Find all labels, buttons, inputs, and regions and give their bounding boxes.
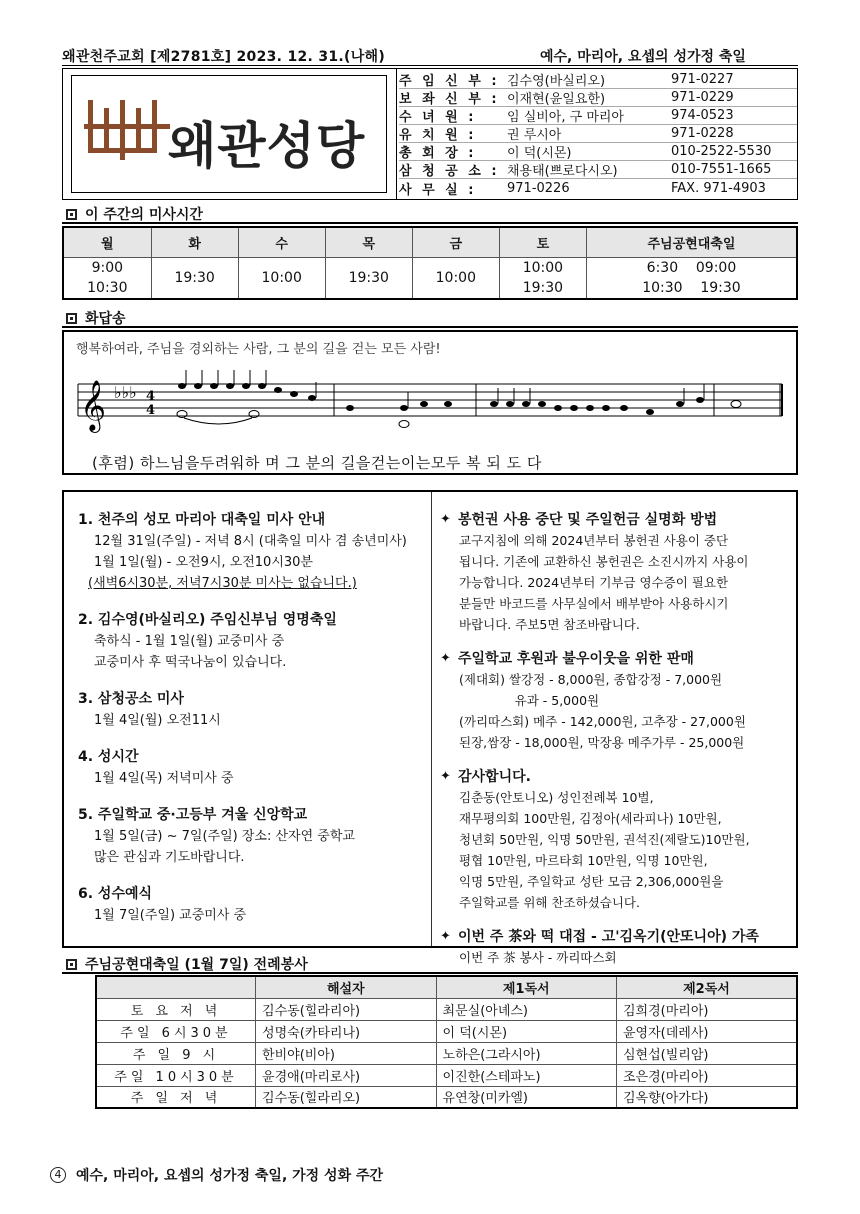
mass-time-cell	[412, 257, 499, 299]
star-bullet-icon: ✦	[440, 651, 451, 666]
psalm-response-text: 행복하여라, 주님을 경외하는 사람, 그 분의 길을 걷는 모든 사람!	[76, 342, 441, 357]
star-bullet-icon: ✦	[440, 929, 451, 944]
staff-row	[399, 107, 797, 125]
mass-time-cell	[325, 257, 412, 299]
notice-line: 교중미사 후 떡국나눔이 있습니다.	[94, 655, 287, 670]
notice-line: 1월 4일(월) 오전11시	[94, 713, 221, 728]
mass-schedule-table	[62, 226, 798, 300]
notice-item	[440, 649, 792, 753]
notice-item	[78, 884, 422, 926]
mass-times-row	[63, 257, 797, 299]
notice-line: 교구지침에 의해 2024년부터 봉헌권 사용이 중단	[459, 533, 729, 548]
notice-line: 많은 관심과 기도바랍니다.	[94, 850, 245, 865]
square-bullet-icon	[66, 959, 77, 970]
notice-item	[78, 805, 422, 868]
svg-text:4: 4	[146, 403, 156, 418]
notice-item	[78, 510, 422, 594]
mass-day-header: 화	[151, 227, 238, 257]
mass-days-row	[63, 227, 797, 257]
staff-row	[399, 71, 797, 89]
service-mass-label: 주 일 9 시	[96, 1042, 256, 1064]
notice-heading: 6. 성수예식	[78, 886, 153, 902]
logo-text: 왜관성당	[168, 117, 366, 175]
notice-line: 1월 5일(금) ~ 7일(주일) 장소: 산자연 중학교	[94, 829, 355, 844]
mass-time: 19:30	[348, 269, 389, 286]
mass-time: 10:30	[87, 279, 128, 296]
notice-line: 바랍니다. 주보5면 참조바랍니다.	[459, 617, 640, 632]
service-mass-label: 주일 10시30분	[96, 1064, 256, 1086]
feast-title: 예수, 마리아, 요셉의 성가정 축일	[540, 49, 746, 65]
mass-time-cell	[586, 257, 797, 299]
staff-name: 채용태(쁘로다시오)	[507, 164, 618, 179]
service-person: 한비야(비아)	[256, 1042, 436, 1064]
service-person: 이 덕(시몬)	[436, 1020, 616, 1042]
notice-line: 김춘동(안토니오) 성인전례복 10벌,	[459, 790, 654, 805]
notice-line: 이번 주 茶 봉사 - 까리따스회	[459, 950, 617, 965]
notice-line: 가능합니다. 2024년부터 기부금 영수증이 필요한	[459, 575, 729, 590]
service-section-title	[66, 954, 308, 974]
notice-line: 평협 10만원, 마르타회 10만원, 익명 10만원,	[459, 853, 708, 868]
page-number: 4	[50, 1167, 66, 1183]
notice-line: 유과 - 5,000원	[459, 693, 600, 708]
divider	[62, 222, 798, 224]
mass-time: 9:00	[91, 259, 124, 276]
notice-heading	[440, 510, 792, 530]
staff-phone: 010-2522-5530	[671, 144, 772, 159]
notice-heading: 1. 천주의 성모 마리아 대축일 미사 안내	[78, 512, 326, 528]
mass-day-header: 목	[325, 227, 412, 257]
mass-time-cell	[151, 257, 238, 299]
staff-phone: 974-0523	[671, 108, 734, 123]
mass-time: 10:00	[435, 269, 476, 286]
star-bullet-icon: ✦	[440, 512, 451, 527]
notice-note: (새벽6시30분, 저녁7시30분 미사는 없습니다.)	[88, 576, 357, 591]
service-column-header	[96, 976, 256, 998]
service-person: 김옥향(아가다)	[616, 1086, 797, 1108]
mass-day-header: 주님공현대축일	[586, 227, 797, 257]
staff-name: 권 루시아	[507, 128, 562, 143]
notice-line: (까리따스회) 메주 - 142,000원, 고추장 - 27,000원	[459, 714, 746, 729]
staff-phone: 971-0228	[671, 126, 734, 141]
mass-time: 10:00	[522, 259, 564, 276]
notice-line: 청년회 50만원, 익명 50만원, 권석진(제랄도)10만원,	[459, 832, 750, 847]
service-mass-label: 토 요 저 녁	[96, 998, 256, 1020]
staff-list	[399, 71, 797, 197]
bulletin-issue: 왜관천주교회 [제2781호] 2023. 12. 31.(나해)	[62, 49, 386, 65]
church-logo-icon	[84, 100, 170, 164]
service-person: 이진한(스테파노)	[436, 1064, 616, 1086]
service-column-header: 해설자	[256, 976, 436, 998]
logo-area	[63, 69, 397, 199]
service-row	[96, 1020, 797, 1042]
service-row	[96, 998, 797, 1020]
mass-section-title	[66, 204, 203, 224]
notices-left-column	[78, 510, 422, 942]
psalm-section-label: 화답송	[85, 311, 126, 327]
staff-name: 이 덕(시몬)	[507, 146, 572, 161]
mass-time: 10:30 19:30	[642, 279, 741, 296]
notice-heading: 5. 주일학교 중·고등부 겨울 신앙학교	[78, 807, 308, 823]
notice-line: 12월 31일(주일) - 저녁 8시 (대축일 미사 겸 송년미사)	[94, 534, 407, 549]
mass-section-label: 이 주간의 미사시간	[85, 207, 203, 223]
mass-time-cell	[63, 257, 151, 299]
service-column-header: 제1독서	[436, 976, 616, 998]
logo-frame	[71, 75, 387, 193]
divider	[62, 326, 798, 328]
service-rows	[96, 998, 797, 1108]
notice-item	[440, 767, 792, 913]
staff-phone: 010-7551-1665	[671, 162, 772, 177]
parish-info-box	[62, 68, 798, 200]
staff-row	[399, 179, 797, 197]
notices-right-column	[440, 510, 792, 982]
staff-row	[399, 161, 797, 179]
staff-role: 사 무 실 :	[399, 182, 477, 198]
divider	[62, 972, 798, 974]
notice-heading: 4. 성시간	[78, 749, 139, 765]
notice-heading-text: 이번 주 茶와 떡 대접 - 고'김옥기(안또니아) 가족	[458, 929, 759, 945]
mass-day-header: 금	[412, 227, 499, 257]
notice-line: 됩니다. 기존에 교환하신 봉헌권은 소진시까지 사용이	[459, 554, 749, 569]
notice-heading: 3. 삼청공소 미사	[78, 691, 184, 707]
mass-time: 19:30	[174, 269, 215, 286]
mass-day-header: 월	[63, 227, 151, 257]
square-bullet-icon	[66, 313, 77, 324]
staff-phone: 971-0227	[671, 72, 734, 87]
page-footer	[50, 1165, 383, 1185]
service-person: 조은경(마리아)	[616, 1064, 797, 1086]
service-person: 성명숙(카타리나)	[256, 1020, 436, 1042]
notice-line: 1월 4일(목) 저녁미사 중	[94, 771, 234, 786]
mass-time-cell	[238, 257, 325, 299]
notice-item	[440, 510, 792, 635]
footer-text: 예수, 마리아, 요셉의 성가정 축일, 가정 성화 주간	[76, 1168, 384, 1184]
notice-line: 익명 5만원, 주일학교 성탄 모금 2,306,000원을	[459, 874, 724, 889]
service-person: 김희경(마리아)	[616, 998, 797, 1020]
mass-day-header: 수	[238, 227, 325, 257]
notice-line: 축하식 - 1월 1일(월) 교중미사 중	[94, 634, 285, 649]
service-mass-label: 주 일 저 녁	[96, 1086, 256, 1108]
notice-heading	[440, 649, 792, 669]
notice-heading	[440, 927, 792, 947]
mass-time: 19:30	[522, 279, 564, 296]
staff-row	[399, 89, 797, 107]
notice-heading: 2. 김수영(바실리오) 주임신부님 영명축일	[78, 612, 337, 628]
staff-name: 임 실비아, 구 마리아	[507, 110, 624, 125]
service-person: 윤영자(데레사)	[616, 1020, 797, 1042]
staff-role: 삼 청 공 소 :	[399, 164, 500, 179]
staff-role: 주 임 신 부 :	[399, 74, 500, 89]
staff-name: 971-0226	[507, 180, 570, 196]
psalm-refrain: (후렴) 하느님을두려워하 며 그 분의 길을걷는이는모두 복 되 도 다	[92, 454, 542, 472]
service-person: 심현섭(빌리암)	[616, 1042, 797, 1064]
staff-phone: FAX. 971-4903	[671, 180, 766, 196]
notice-heading-text: 주일학교 후원과 불우이웃을 위한 판매	[458, 651, 694, 667]
service-person: 유연창(미카엘)	[436, 1086, 616, 1108]
notice-item	[78, 689, 422, 731]
notice-line: 재무평의회 100만원, 김정아(세라피나) 10만원,	[459, 811, 722, 826]
service-person: 김수동(힐라리아)	[256, 998, 436, 1020]
column-divider	[431, 492, 432, 946]
psalm-box	[62, 330, 798, 475]
mass-time-cell	[499, 257, 586, 299]
liturgy-service-table	[95, 975, 798, 1109]
mass-time: 10:00	[261, 269, 302, 286]
staff-row	[399, 125, 797, 143]
psalm-section-title	[66, 308, 126, 328]
star-bullet-icon: ✦	[440, 769, 451, 784]
service-person: 최문실(아녜스)	[436, 998, 616, 1020]
notice-line: 1월 7일(주일) 교중미사 중	[94, 908, 247, 923]
service-person: 노하은(그라시아)	[436, 1042, 616, 1064]
square-bullet-icon	[66, 209, 77, 220]
service-mass-label: 주일 6시30분	[96, 1020, 256, 1042]
notice-item	[440, 927, 792, 968]
mass-day-header: 토	[499, 227, 586, 257]
staff-role: 수 녀 원 :	[399, 110, 477, 125]
service-section-label: 주님공현대축일 (1월 7일) 전례봉사	[85, 957, 308, 973]
notice-line: 분들만 바코드를 사무실에서 배부받아 사용하시기	[459, 596, 729, 611]
staff-name: 이재현(윤일요한)	[507, 92, 606, 107]
staff-row	[399, 143, 797, 161]
notice-heading-text: 감사합니다.	[458, 769, 531, 785]
svg-text:4: 4	[146, 389, 156, 404]
service-column-header: 제2독서	[616, 976, 797, 998]
mass-time: 6:30 09:00	[646, 259, 737, 276]
svg-text:♭♭♭: ♭♭♭	[114, 383, 137, 402]
notice-item	[78, 610, 422, 673]
music-staff	[64, 364, 796, 444]
notice-line: 주일학교를 위해 찬조하셨습니다.	[459, 895, 640, 910]
bulletin-header	[62, 44, 798, 66]
staff-role: 총 회 장 :	[399, 146, 477, 161]
staff-phone: 971-0229	[671, 90, 734, 105]
notice-line: 1월 1일(월) - 오전9시, 오전10시30분	[94, 555, 313, 570]
notice-heading	[440, 767, 792, 787]
notice-line: (제대회) 쌀강정 - 8,000원, 종합강정 - 7,000원	[459, 672, 723, 687]
notice-line: 된장,쌈장 - 18,000원, 막장용 메주가루 - 25,000원	[459, 735, 745, 750]
service-row	[96, 1042, 797, 1064]
notice-heading-text: 봉헌권 사용 중단 및 주일헌금 실명화 방법	[458, 512, 718, 528]
staff-role: 유 치 원 :	[399, 128, 477, 143]
service-header-row	[96, 976, 797, 998]
staff-name: 김수영(바실리오)	[507, 74, 606, 89]
service-row	[96, 1064, 797, 1086]
treble-clef-icon: 𝄞	[80, 380, 107, 431]
notice-item	[78, 747, 422, 789]
service-person: 김수동(힐라리오)	[256, 1086, 436, 1108]
service-row	[96, 1086, 797, 1108]
service-person: 윤경애(마리로사)	[256, 1064, 436, 1086]
staff-role: 보 좌 신 부 :	[399, 92, 500, 107]
